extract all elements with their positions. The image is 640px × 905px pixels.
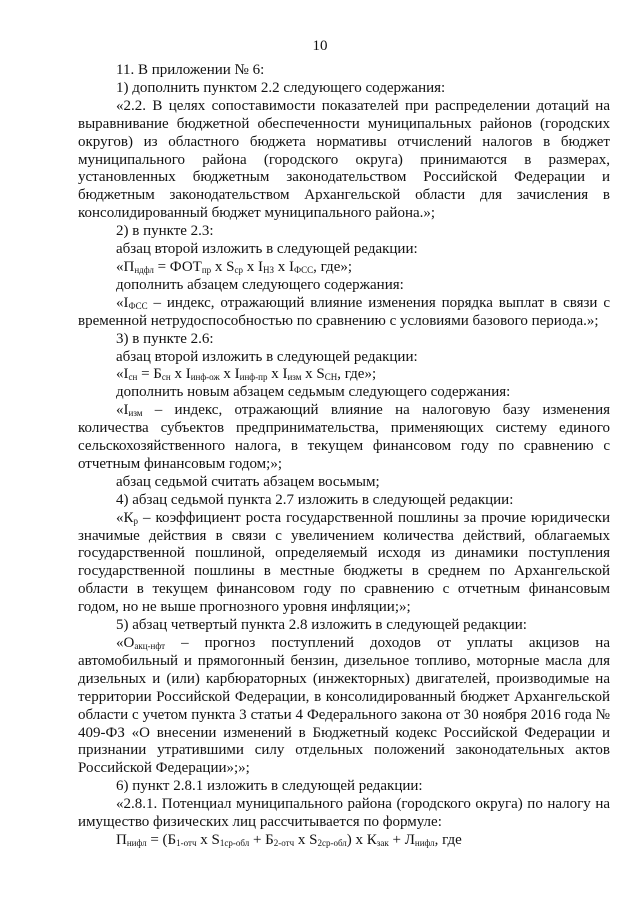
formula-oakc-definition: «$О_{акц-нфт}$ – прогноз поступлений доходов от уплаты акцизов на автомобильный и прямогонный бензин, дизельное топливо, моторные масла для дизельных и (или) карбюраторных (инжекторных) двигателей, производимые на территории Российской Федерации, в консолидированный бюджет Архангельской области с учетом пункта 3 статьи 4 Федерального закона от 30 ноября 2016 года № 409-ФЗ «О внесении изменений в Бюджетный кодекс Российской Федерации и признании утратившими силу отдельных положений законодательных актов Российской Федерации»;»; xyxy=(78,635,610,777)
paragraph: 6) пункт 2.8.1 изложить в следующей редакции: xyxy=(116,778,423,795)
paragraph: дополнить абзацем следующего содержания: xyxy=(116,276,404,293)
paragraph: абзац седьмой считать абзацем восьмым; xyxy=(116,473,380,490)
paragraph: 1) дополнить пунктом 2.2 следующего содержания: xyxy=(116,79,446,96)
paragraph: «2.2. В целях сопоставимости показателей при распределении дотаций на выравнивание бюджетной обеспеченности муниципальных районов (городских округов) из областного бюджета нормативы отчислений налогов в бюджет муниципального района (городского округа) принимаются в размерах, установленных бюджетным законодательством Российской Федерации и бюджетным законодательством Архангельской области для зачисления в консолидированный бюджет муниципального района.»; xyxy=(78,97,610,222)
paragraph: «2.8.1. Потенциал муниципального района (городского округа) по налогу на имущество физических лиц рассчитывается по формуле: xyxy=(78,796,610,831)
paragraph: 11. В приложении № 6: xyxy=(116,62,265,78)
formula-pnifl: $П_{нифл} = (Б_{1-отч}$ х $S_{1ср-обл} + Б_{2-отч}$ х $S_{2ср-обл}$) х $К_{зак} + Л_{нифл}$, где xyxy=(116,831,462,848)
formula-isn: «$I_{сн} = Б_{сн}$ х $I_{инф-ож}$ х $I_{инф-пр}$ х $I_{изм}$ х $S_{СН}$, где»; xyxy=(116,366,377,383)
formula-iizm-definition: «$I_{изм}$ – индекс, отражающий влияние на налоговую базу изменения количества субъектов предпринимательства, применяющих систему единого сельскохозяйственного налога, в текущем финансовом году по сравнению с отчетным финансовым годом;»; xyxy=(78,402,610,472)
paragraph: 5) абзац четвертый пункта 2.8 изложить в следующей редакции: xyxy=(116,617,527,634)
formula-kr-definition: «$К_р$ – коэффициент роста государственной пошлины за прочие юридически значимые действия в связи с увеличением количества действий, облагаемых государственной пошлиной, определяемый исходя из динамики поступления государственной пошлины в местные бюджеты в среднем по Архангельской области в текущем финансовом году по сравнению с отчетным финансовым годом, но не выше прогнозного уровня инфляции;»; xyxy=(78,509,611,616)
paragraph: 3) в пункте 2.6: xyxy=(116,330,214,347)
paragraph: 2) в пункте 2.3: xyxy=(116,223,214,240)
page-number: 10 xyxy=(312,38,328,54)
formula-pndfl: «$П_{ндфл} = ФОТ_{пр}$ х $S_{ср}$ х $I_{НЗ}$ х $I_{ФСС}$, где»; xyxy=(116,258,353,275)
paragraph: дополнить новым абзацем седьмым следующего содержания: xyxy=(116,384,511,401)
formula-ifss-definition: «$I_{ФСС}$ – индекс, отражающий влияние изменения порядка выплат в связи с временной нетрудоспособностью по сравнению с условиями базового периода.»; xyxy=(78,294,610,329)
paragraph: абзац второй изложить в следующей редакции: xyxy=(116,348,418,365)
paragraph: 4) абзац седьмой пункта 2.7 изложить в следующей редакции: xyxy=(116,491,514,508)
document-body xyxy=(78,62,610,850)
paragraph: абзац второй изложить в следующей редакции: xyxy=(116,241,418,258)
